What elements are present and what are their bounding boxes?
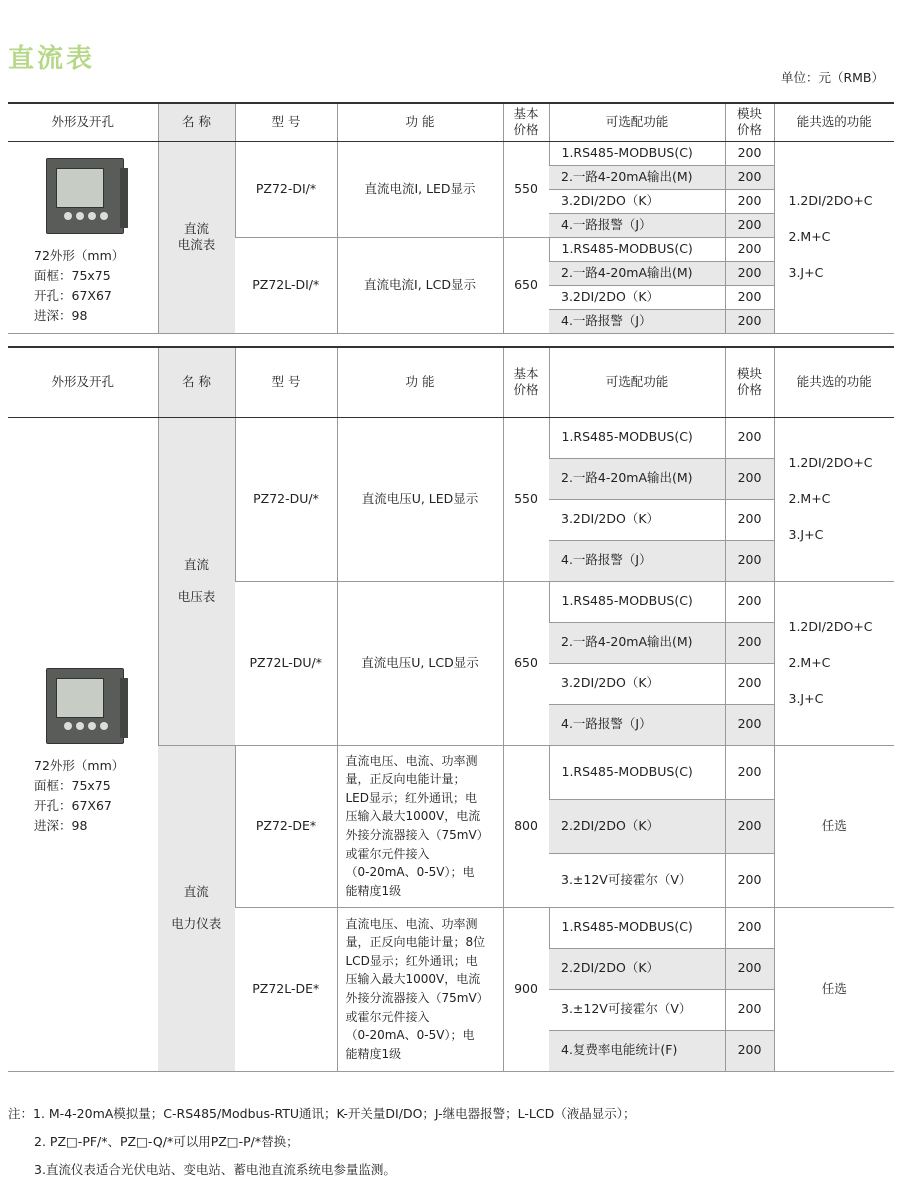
header-base-price: 基本 价格 (503, 103, 549, 141)
option-cell: 3.2DI/2DO（K） (549, 663, 725, 704)
common-options-cell: 1.2DI/2DO+C 2.M+C 3.J+C (774, 417, 894, 581)
meter-image (42, 664, 128, 746)
model-cell: PZ72L-DI/* (235, 237, 337, 333)
option-cell: 2.2DI/2DO（K） (549, 799, 725, 853)
option-cell: 1.RS485-MODBUS(C) (549, 745, 725, 799)
meter-image-cell (8, 141, 158, 333)
model-cell: PZ72L-DU/* (235, 581, 337, 745)
header-model: 型 号 (235, 347, 337, 417)
option-price-cell: 200 (725, 853, 774, 907)
option-cell: 3.±12V可接霍尔（V） (549, 989, 725, 1030)
function-cell: 直流电压、电流、功率测 量，正反向电能计量；8位 LCD显示；红外通讯；电 压输入最大1000V，电流 外接分流器接入（75mV） 或霍尔元件接入 （0-20mA、0-5V）；电 能精度1级 (337, 907, 503, 1071)
option-price-cell: 200 (725, 799, 774, 853)
dc-voltage-power-table (8, 346, 894, 1072)
option-cell: 1.RS485-MODBUS(C) (549, 907, 725, 948)
option-price-cell: 200 (725, 237, 774, 261)
option-cell: 4.一路报警（J） (549, 540, 725, 581)
option-price-cell: 200 (725, 261, 774, 285)
option-price-cell: 200 (725, 581, 774, 622)
base-price-cell: 550 (503, 417, 549, 581)
option-price-cell: 200 (725, 189, 774, 213)
common-options-cell: 任选 (774, 745, 894, 907)
header-name: 名 称 (158, 347, 235, 417)
option-price-cell: 200 (725, 622, 774, 663)
option-cell: 2.一路4-20mA输出(M) (549, 261, 725, 285)
option-price-cell: 200 (725, 745, 774, 799)
header-model: 型 号 (235, 103, 337, 141)
model-cell: PZ72-DE* (235, 745, 337, 907)
common-options-cell: 1.2DI/2DO+C 2.M+C 3.J+C (774, 141, 894, 333)
base-price-cell: 550 (503, 141, 549, 237)
header-base-price: 基本 价格 (503, 347, 549, 417)
option-price-cell: 200 (725, 499, 774, 540)
product-name: 直流 电流表 (158, 141, 235, 333)
option-price-cell: 200 (725, 458, 774, 499)
page-title: 直流表 (8, 44, 96, 74)
option-cell: 4.一路报警（J） (549, 309, 725, 333)
option-cell: 1.RS485-MODBUS(C) (549, 417, 725, 458)
common-options-cell: 任选 (774, 907, 894, 1071)
function-cell: 直流电压U, LED显示 (337, 417, 503, 581)
function-cell: 直流电压U, LCD显示 (337, 581, 503, 745)
option-price-cell: 200 (725, 540, 774, 581)
function-cell: 直流电压、电流、功率测 量，正反向电能计量； LED显示；红外通讯；电 压输入最大1000V，电流 外接分流器接入（75mV） 或霍尔元件接入 （0-20mA、0-5V）；电 能精度1级 (337, 745, 503, 907)
option-cell: 3.±12V可接霍尔（V） (549, 853, 725, 907)
meter-info: 72外形（mm） 面框：75x75 开孔：67X67 进深：98 (34, 247, 125, 323)
header-options: 可选配功能 (549, 103, 725, 141)
option-price-cell: 200 (725, 948, 774, 989)
model-cell: PZ72L-DE* (235, 907, 337, 1071)
footnote-3: 3.直流仪表适合光伏电站、变电站、蓄电池直流系统电参量监测。 (34, 1162, 396, 1177)
option-cell: 4.一路报警（J） (549, 704, 725, 745)
header-name: 名 称 (158, 103, 235, 141)
header-common: 能共选的功能 (774, 103, 894, 141)
header-function: 功 能 (337, 103, 503, 141)
base-price-cell: 650 (503, 237, 549, 333)
option-cell: 4.复费率电能统计(F) (549, 1030, 725, 1071)
option-price-cell: 200 (725, 1030, 774, 1071)
base-price-cell: 650 (503, 581, 549, 745)
common-options-cell: 1.2DI/2DO+C 2.M+C 3.J+C (774, 581, 894, 745)
option-cell: 1.RS485-MODBUS(C) (549, 581, 725, 622)
meter-info: 72外形（mm） 面框：75x75 开孔：67X67 进深：98 (34, 758, 125, 833)
unit-label: 单位：元（RMB） (780, 70, 884, 85)
header-shape: 外形及开孔 (8, 347, 158, 417)
footnote-1: 注：1. M-4-20mA模拟量；C-RS485/Modbus-RTU通讯；K-开关量DI/DO；J-继电器报警；L-LCD（液晶显示）； (8, 1106, 636, 1121)
base-price-cell: 900 (503, 907, 549, 1071)
option-price-cell: 200 (725, 213, 774, 237)
footnote-2: 2. PZ□-PF/*、PZ□-Q/*可以用PZ□-P/*替换； (34, 1134, 299, 1149)
option-price-cell: 200 (725, 309, 774, 333)
option-cell: 3.2DI/2DO（K） (549, 285, 725, 309)
option-cell: 2.一路4-20mA输出(M) (549, 165, 725, 189)
option-cell: 2.一路4-20mA输出(M) (549, 622, 725, 663)
footnotes (8, 1100, 636, 1184)
option-price-cell: 200 (725, 704, 774, 745)
option-cell: 2.一路4-20mA输出(M) (549, 458, 725, 499)
dc-current-table (8, 102, 894, 334)
base-price-cell: 800 (503, 745, 549, 907)
option-cell: 1.RS485-MODBUS(C) (549, 237, 725, 261)
option-price-cell: 200 (725, 907, 774, 948)
option-cell: 4.一路报警（J） (549, 213, 725, 237)
function-cell: 直流电流I, LCD显示 (337, 237, 503, 333)
header-shape: 外形及开孔 (8, 103, 158, 141)
header-function: 功 能 (337, 347, 503, 417)
model-cell: PZ72-DU/* (235, 417, 337, 581)
option-price-cell: 200 (725, 165, 774, 189)
option-price-cell: 200 (725, 285, 774, 309)
meter-image (42, 154, 128, 236)
option-cell: 3.2DI/2DO（K） (549, 499, 725, 540)
option-price-cell: 200 (725, 989, 774, 1030)
product-name: 直流 电力仪表 (158, 745, 235, 1071)
header-module-price: 模块 价格 (725, 347, 774, 417)
header-module-price: 模块 价格 (725, 103, 774, 141)
model-cell: PZ72-DI/* (235, 141, 337, 237)
meter-image-cell (8, 417, 158, 1071)
product-name: 直流 电压表 (158, 417, 235, 745)
option-cell: 2.2DI/2DO（K） (549, 948, 725, 989)
option-cell: 1.RS485-MODBUS(C) (549, 141, 725, 165)
option-price-cell: 200 (725, 141, 774, 165)
function-cell: 直流电流I, LED显示 (337, 141, 503, 237)
option-cell: 3.2DI/2DO（K） (549, 189, 725, 213)
option-price-cell: 200 (725, 417, 774, 458)
header-options: 可选配功能 (549, 347, 725, 417)
header-common: 能共选的功能 (774, 347, 894, 417)
option-price-cell: 200 (725, 663, 774, 704)
